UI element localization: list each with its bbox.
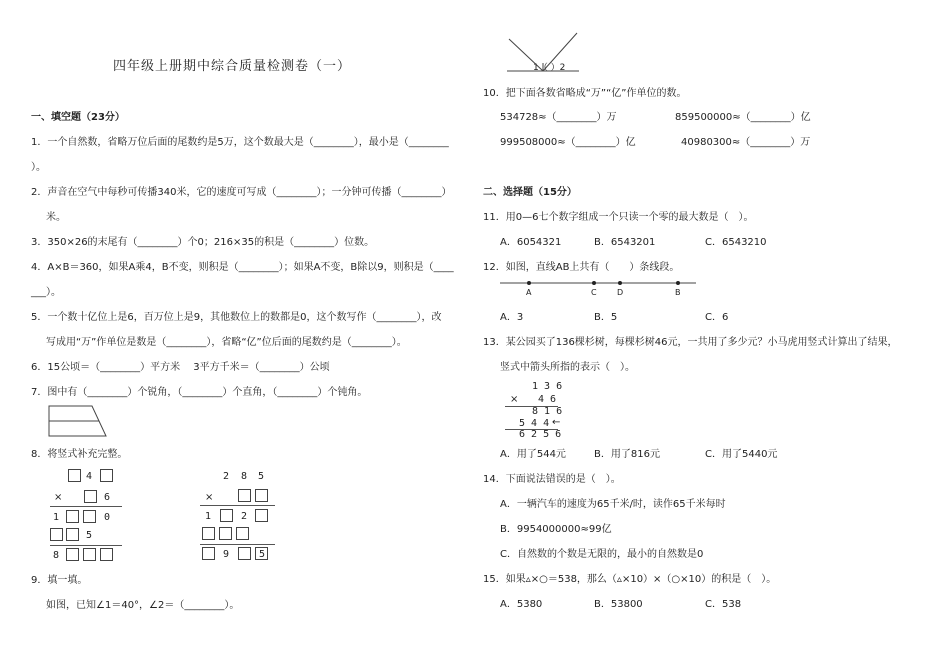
question-12-option-b[interactable]: B．5 [594, 312, 618, 323]
blank-box[interactable] [238, 489, 251, 502]
digit: 0 [104, 512, 111, 523]
digit: 8 [53, 550, 60, 561]
question-5-cont: 写成用“万”作单位是数是（________），省略“亿”位后面的尾数约是（________）。 [46, 337, 407, 348]
blank-box[interactable] [220, 509, 233, 522]
rule-line [200, 505, 275, 506]
blank-box[interactable] [219, 527, 232, 540]
question-7: 7．图中有（________）个锐角，（________）个直角，（________）个钝角。 [31, 387, 368, 398]
blank-box[interactable] [50, 528, 63, 541]
question-13: 13．某公园买了136棵杉树，每棵杉树46元，一共用了多少元？小马虎用竖式计算出了结果， [483, 337, 898, 348]
blank-box[interactable] [255, 509, 268, 522]
blank-box[interactable] [236, 527, 249, 540]
question-2: 2．声音在空气中每秒可传播340米，它的速度可写成（________）；一分钟可传播（________） [31, 187, 452, 198]
question-9: 9．填一填。 [31, 575, 88, 586]
point-label: D [617, 288, 624, 297]
question-11-option-a[interactable]: A．6054321 [500, 237, 562, 248]
question-3: 3．350×26的末尾有（________）个0；216×35的积是（________）位数。 [31, 237, 375, 248]
question-13-option-a[interactable]: A．用了544元 [500, 449, 566, 460]
section-fill-blank: 一、填空题（23分） [31, 112, 125, 123]
arrow-icon: ← [552, 417, 561, 428]
blank-box[interactable] [100, 469, 113, 482]
digit: 1 [53, 512, 60, 523]
question-15-option-a[interactable]: A．5380 [500, 599, 543, 610]
blank-box[interactable] [255, 489, 268, 502]
question-13-cont: 竖式中箭头所指的表示（ ）。 [500, 362, 635, 373]
section-choice: 二、选择题（15分） [483, 187, 577, 198]
question-8: 8．将竖式补充完整。 [31, 449, 128, 460]
question-10-c: 999508000≈（________）亿 [500, 137, 636, 148]
question-4: 4．A×B＝360，如果A乘4，B不变，则积是（________）；如果A不变，B除以9，则积是（____ [31, 262, 454, 273]
question-12: 12．如图，直线AB上共有（ ）条线段。 [483, 262, 680, 273]
question-11-option-c[interactable]: C．6543210 [705, 237, 767, 248]
blank-box[interactable] [66, 510, 79, 523]
page-title: 四年级上册期中综合质量检测卷（一） [113, 59, 352, 74]
question-10-d: 40980300≈（________）万 [681, 137, 811, 148]
digit: 5 [86, 530, 93, 541]
point-label: B [675, 288, 681, 297]
blank-box[interactable] [202, 527, 215, 540]
digit: 8 [241, 471, 248, 482]
question-14-option-a[interactable]: A．一辆汽车的速度为65千米/时，读作65千米每时 [500, 499, 726, 510]
question-1-cont: ）。 [31, 162, 46, 173]
blank-box[interactable] [84, 490, 97, 503]
blank-box[interactable] [66, 548, 79, 561]
times-sign: × [54, 492, 63, 503]
question-2-cont: 米。 [46, 212, 66, 223]
question-14: 14．下面说法错误的是（ ）。 [483, 474, 621, 485]
question-14-option-b[interactable]: B．9954000000≈99亿 [500, 524, 612, 535]
blank-box[interactable] [83, 510, 96, 523]
point-label: C [591, 288, 597, 297]
digit: 6 [104, 492, 111, 503]
blank-box[interactable] [66, 528, 79, 541]
question-11: 11．用0—6七个数字组成一个只读一个零的最大数是（ ）。 [483, 212, 754, 223]
question-10-b: 859500000≈（________）亿 [675, 112, 811, 123]
calc-row: 6 2 5 6 [519, 429, 562, 440]
calc-row: 5 4 4 [519, 418, 550, 429]
angle-label: 1（ ）2 [533, 63, 566, 73]
trapezoid-figure [48, 405, 108, 439]
digit: 5 [259, 549, 266, 560]
question-14-option-c[interactable]: C．自然数的个数是无限的，最小的自然数是0 [500, 549, 704, 560]
question-12-option-c[interactable]: C．6 [705, 312, 729, 323]
times-sign: × [510, 394, 519, 405]
blank-box[interactable] [238, 547, 251, 560]
question-15-option-b[interactable]: B．53800 [594, 599, 643, 610]
blank-box[interactable] [68, 469, 81, 482]
question-6: 6．15公顷＝（________）平方米 3平方千米＝（________）公顷 [31, 362, 330, 373]
question-9-cont: 如图，已知∠1＝40°，∠2＝（________）。 [46, 600, 240, 611]
question-1: 1．一个自然数，省略万位后面的尾数约是5万，这个数最大是（________），最小是（________ [31, 137, 449, 148]
blank-box[interactable] [100, 548, 113, 561]
digit: 1 [205, 511, 212, 522]
times-sign: × [205, 492, 214, 503]
digit: 9 [223, 549, 230, 560]
calc-row: 1 3 6 [532, 381, 563, 392]
digit: 4 [86, 471, 93, 482]
blank-box[interactable] [83, 548, 96, 561]
question-4-cont: ___）。 [31, 287, 61, 298]
question-5: 5．一个数十亿位上是6，百万位上是9，其他数位上的数都是0，这个数写作（________），改 [31, 312, 442, 323]
question-10-a: 534728≈（________）万 [500, 112, 617, 123]
digit: 2 [241, 511, 248, 522]
rule-line [200, 544, 275, 545]
question-13-option-c[interactable]: C．用了5440元 [705, 449, 778, 460]
blank-box[interactable] [202, 547, 215, 560]
question-11-option-b[interactable]: B．6543201 [594, 237, 656, 248]
question-10: 10．把下面各数省略成“万”“亿”作单位的数。 [483, 88, 687, 99]
digit: 5 [258, 471, 265, 482]
question-15-option-c[interactable]: C．538 [705, 599, 742, 610]
point-label: A [526, 288, 532, 297]
question-13-option-b[interactable]: B．用了816元 [594, 449, 660, 460]
question-12-option-a[interactable]: A．3 [500, 312, 524, 323]
digit: 2 [223, 471, 230, 482]
question-15: 15．如果▵×○＝538，那么（▵×10）×（○×10）的积是（ ）。 [483, 574, 777, 585]
rule-line [50, 506, 122, 507]
calc-row: 4 6 [538, 394, 557, 405]
calc-row: 8 1 6 [532, 406, 563, 417]
rule-line [50, 545, 122, 546]
